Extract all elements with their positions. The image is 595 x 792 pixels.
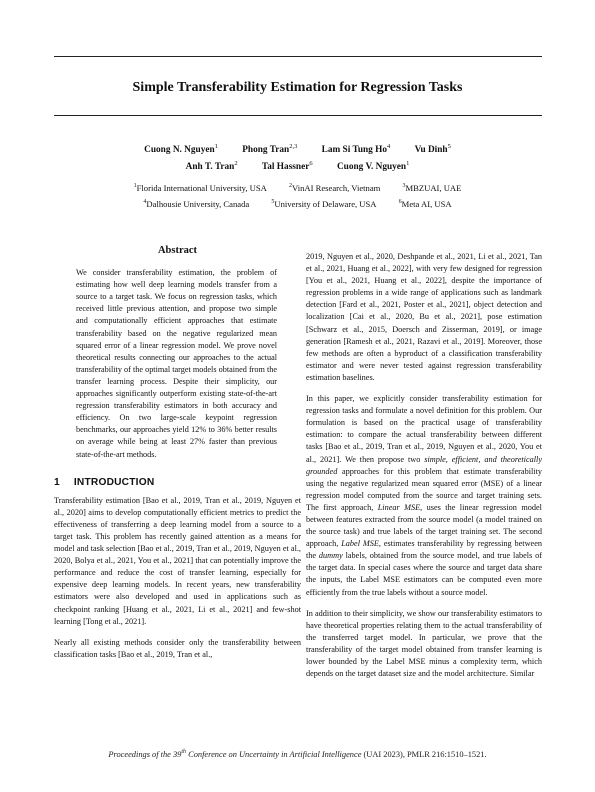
paper-title: Simple Transferability Estimation for Regression Tasks bbox=[132, 80, 463, 95]
abstract-text: We consider transferability estimation, the problem of estimating how well deep learning models transfer from a source to a target task. We focus on regression tasks, which received little previous attention, and propose two simple and computationally efficient approaches that estimate transferability based on the negative regularized mean squared error of a linear regression model. We prove novel theoretical results connecting our approaches to the actual transferability of the optimal target models obtained from the transfer learning process. Despite their simplicity, our approaches significantly outperform existing state-of-the-art regression transferability estimators in both accuracy and efficiency. On two large-scale keypoint regression benchmarks, our approaches yield 12% to 36% better results on average while being at least 27% faster than previous state-of-the-art methods. bbox=[76, 268, 277, 459]
page-footer bbox=[0, 749, 595, 759]
intro-paragraph-2-continued: 2019, Nguyen et al., 2020, Deshpande et al., 2021, Li et al., 2021, Tan et al., 2021, Huang et al., 2022], with very few designed for regression [You et al., 2021, Huang et al., 2022], despite the importance of regression problems in a wide range of applications such as landmark detection [Fard et al., 2021, Poster et al., 2021], object detection and localization [Cai et al., 2020, Bu et al., 2021], pose estimation [Schwarz et al., 2015, Doersch and Zisserman, 2019], or image generation [Ramesh et al., 2021, Razavi et al., 2019]. Moreover, those few methods are often a byproduct of a classification transferability estimator and were never tested against regression transferability estimation baselines. bbox=[306, 252, 542, 382]
section-number: 1 bbox=[54, 476, 60, 488]
left-column bbox=[54, 245, 301, 661]
author: Cuong N. Nguyen$^1$ bbox=[144, 143, 218, 156]
affiliation: $^4$Dalhousie University, Canada bbox=[143, 199, 250, 209]
section-title: INTRODUCTION bbox=[73, 476, 155, 488]
author: Cuong V. Nguyen$^1$ bbox=[336, 160, 410, 173]
author: Anh T. Tran$^2$ bbox=[185, 160, 238, 173]
authors-line-2 bbox=[40, 160, 555, 172]
title-bottom-rule bbox=[54, 115, 542, 116]
right-column bbox=[306, 251, 542, 689]
author: Tal Hassner$^6$ bbox=[261, 160, 313, 173]
author: Phong Tran$^{2,3}$ bbox=[242, 143, 298, 156]
intro-paragraph-1: Transferability estimation [Bao et al., 2019, Tran et al., 2019, Nguyen et al., 2020] aims to develop computationally efficient metrics to predict the effectiveness of transferring a deep learning model from a source to a target task. This problem has recently gained attention as a means for model and task selection [Bao et al., 2019, Tran et al., 2019, Nguyen et al., 2020, Bolya et al., 2021, You et al., 2021] that can potentially improve the performance and reduce the cost of transfer learning, especially for expensive deep learning models. In recent years, new transferability estimators were also developed and used in applications such as checkpoint ranking [Huang et al., 2021, Li et al., 2021] and few-shot learning [Tong et al., 2021]. bbox=[54, 495, 301, 626]
authors-line-1 bbox=[40, 143, 555, 155]
section-heading-introduction bbox=[54, 477, 301, 489]
footer-venue: Proceedings of the 39th Conference on Uncertainty in Artificial Intelligence bbox=[108, 749, 362, 759]
author: Vu Dinh$^5$ bbox=[414, 143, 451, 156]
footer-citation: (UAI 2023), PMLR 216:1510–1521. bbox=[361, 749, 487, 759]
affiliation: $^2$VinAI Research, Vietnam bbox=[289, 183, 381, 193]
affiliation: $^5$University of Delaware, USA bbox=[271, 199, 377, 209]
affiliations-line-2 bbox=[40, 199, 555, 209]
affiliation: $^3$MBZUAI, UAE bbox=[402, 183, 462, 193]
abstract-heading: Abstract bbox=[157, 245, 198, 256]
affiliations-line-1 bbox=[40, 183, 555, 193]
intro-paragraph-2: Nearly all existing methods consider only the transferability between classification tasks [Bao et al., 2019, Tran et al., bbox=[54, 637, 301, 659]
intro-paragraph-3: In this paper, we explicitly consider transferability estimation for regression tasks and formulate a novel definition for this problem. Our formulation is based on the practical usage of transferability estimation: to compare the actual transferability between different tasks [Bao et al., 2019, Tran et al., 2019, Nguyen et al., 2020, You et al., 2021]. We then propose two simple, efficient, and theoretically grounded approaches for this problem that estimate transferability using the negative regularized mean squared error (MSE) of a linear regression model computed from the source and target training sets. The first approach, Linear MSE, uses the linear regression model between features extracted from the source model (a model trained on the source task) and true labels of the target training set. The second approach, Label MSE, estimates transferability by regressing between the dummy labels, obtained from the source model, and true labels of the target data. In special cases where the source and target data share the inputs, the Label MSE estimators can be computed even more efficiently from the true labels without a source model. bbox=[306, 394, 543, 597]
intro-paragraph-4: In addition to their simplicity, we show our transferability estimators to have theoretical properties relating them to the actual transferability of the transferred target model. In particular, we prove that the transferability of the target model obtained from transfer learning is lower bounded by the Label MSE minus a complexity term, which depends on the target dataset size and the model architecture. Similar bbox=[306, 608, 542, 679]
affiliation: $^6$Meta AI, USA bbox=[398, 199, 452, 209]
title-top-rule bbox=[54, 56, 542, 57]
affiliation: $^1$Florida International University, USA bbox=[133, 183, 267, 193]
author: Lam Si Tung Ho$^4$ bbox=[321, 143, 391, 156]
